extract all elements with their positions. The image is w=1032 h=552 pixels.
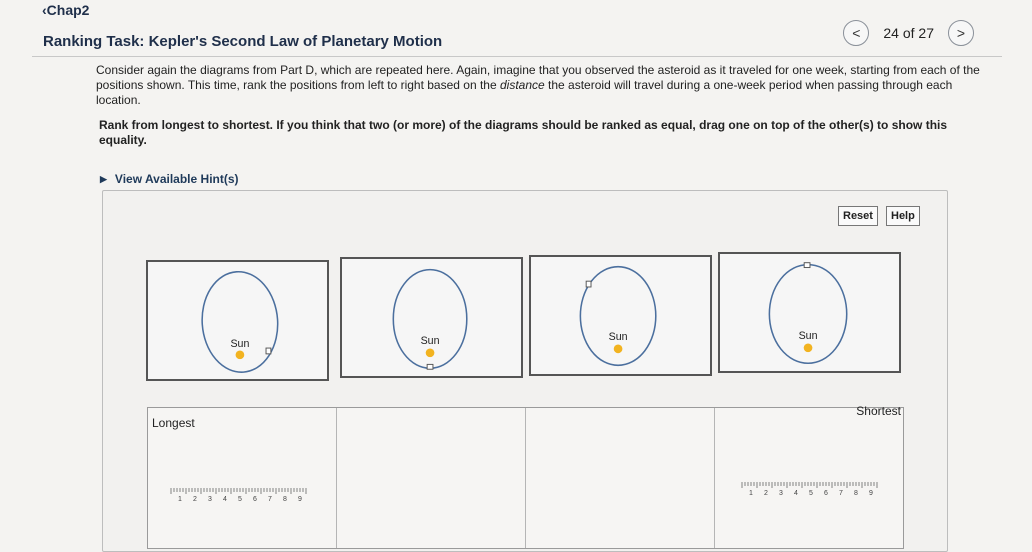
ruler-digit: 8 xyxy=(854,490,858,496)
asteroid-marker xyxy=(427,364,433,369)
orbit-card-4[interactable] xyxy=(718,252,901,373)
orbit-diagram-2 xyxy=(342,259,521,376)
reset-button[interactable]: Reset xyxy=(838,206,878,226)
ruler-digit: 5 xyxy=(809,490,813,496)
question-paragraph xyxy=(96,63,986,108)
sun-icon xyxy=(236,350,245,359)
pagination xyxy=(843,20,974,46)
sun-icon xyxy=(804,343,813,352)
view-hints-toggle[interactable] xyxy=(100,172,239,186)
expand-triangle-icon: ▶ xyxy=(100,173,107,184)
longest-label: Longest xyxy=(152,416,195,430)
asteroid-marker xyxy=(266,348,271,354)
orbit-diagram-1 xyxy=(148,262,327,379)
back-link-label: Chap2 xyxy=(46,2,90,18)
ruler-digit: 7 xyxy=(839,490,843,496)
header-divider xyxy=(32,56,1002,57)
ruler-digit: 1 xyxy=(749,490,753,496)
rank-bin-3[interactable] xyxy=(525,408,714,548)
ruler-digit: 4 xyxy=(794,490,798,496)
ruler-digit: 3 xyxy=(208,496,212,502)
chevron-right-icon: > xyxy=(956,25,966,41)
prev-page-button[interactable] xyxy=(843,20,869,46)
sun-label: Sun xyxy=(420,335,440,348)
page-title: Ranking Task: Kepler's Second Law of Planetary Motion xyxy=(43,33,443,50)
ruler-graphic xyxy=(170,488,310,502)
hints-label: View Available Hint(s) xyxy=(114,172,239,186)
back-to-chapter-link[interactable]: ‹Chap2 xyxy=(42,2,90,18)
sun-icon xyxy=(614,345,623,354)
rank-bin-2[interactable] xyxy=(336,408,525,548)
help-button[interactable]: Help xyxy=(886,206,920,226)
question-text-a: Consider again the diagrams from Part D, which are repeated here. Again, imagine that you observed the asteroid as it traveled for one week, starting from each of the positions shown. This time, rank the positions from left to right based on the xyxy=(96,63,980,92)
ruler-digit: 9 xyxy=(869,490,873,496)
orbit-diagram-4 xyxy=(720,254,899,371)
ranking-instruction: Rank from longest to shortest. If you think that two (or more) of the diagrams should be ranked as equal, drag one on top of the other(s) to show this equality. xyxy=(99,118,948,147)
ruler-digit: 2 xyxy=(764,490,768,496)
chevron-left-icon: < xyxy=(852,25,861,41)
ruler-digit: 2 xyxy=(193,496,197,502)
question-text-b: the asteroid will travel during a one-week period when passing through each location. xyxy=(96,78,953,107)
ruler-digit: 4 xyxy=(223,496,227,502)
ruler-scale-right xyxy=(741,482,881,496)
sun-label: Sun xyxy=(608,331,628,344)
sun-label: Sun xyxy=(798,330,818,343)
rank-bin-1[interactable] xyxy=(148,408,336,548)
asteroid-marker xyxy=(586,281,591,287)
ruler-digit: 9 xyxy=(298,496,302,502)
ruler-digit: 6 xyxy=(824,490,828,496)
orbit-card-1[interactable] xyxy=(146,260,329,381)
ranking-bins xyxy=(147,404,904,549)
page-count: 24 of 27 xyxy=(883,25,934,41)
ruler-digit: 3 xyxy=(779,490,783,496)
ruler-graphic xyxy=(741,482,881,496)
rank-bin-4[interactable] xyxy=(714,404,903,548)
ruler-digit: 7 xyxy=(268,496,272,502)
ruler-digit: 6 xyxy=(253,496,257,502)
ruler-digit: 1 xyxy=(178,496,182,502)
orbit-diagram-3 xyxy=(531,257,710,374)
sun-icon xyxy=(426,348,435,357)
shortest-label: Shortest xyxy=(856,404,901,418)
orbit-card-2[interactable] xyxy=(340,257,523,378)
ruler-scale-left xyxy=(170,488,310,502)
next-page-button[interactable] xyxy=(948,20,974,46)
orbit-card-3[interactable] xyxy=(529,255,712,376)
sun-label: Sun xyxy=(230,338,250,351)
question-emphasis: distance xyxy=(500,78,545,92)
asteroid-marker xyxy=(804,263,810,268)
ruler-digit: 5 xyxy=(238,496,242,502)
ruler-digit: 8 xyxy=(283,496,287,502)
